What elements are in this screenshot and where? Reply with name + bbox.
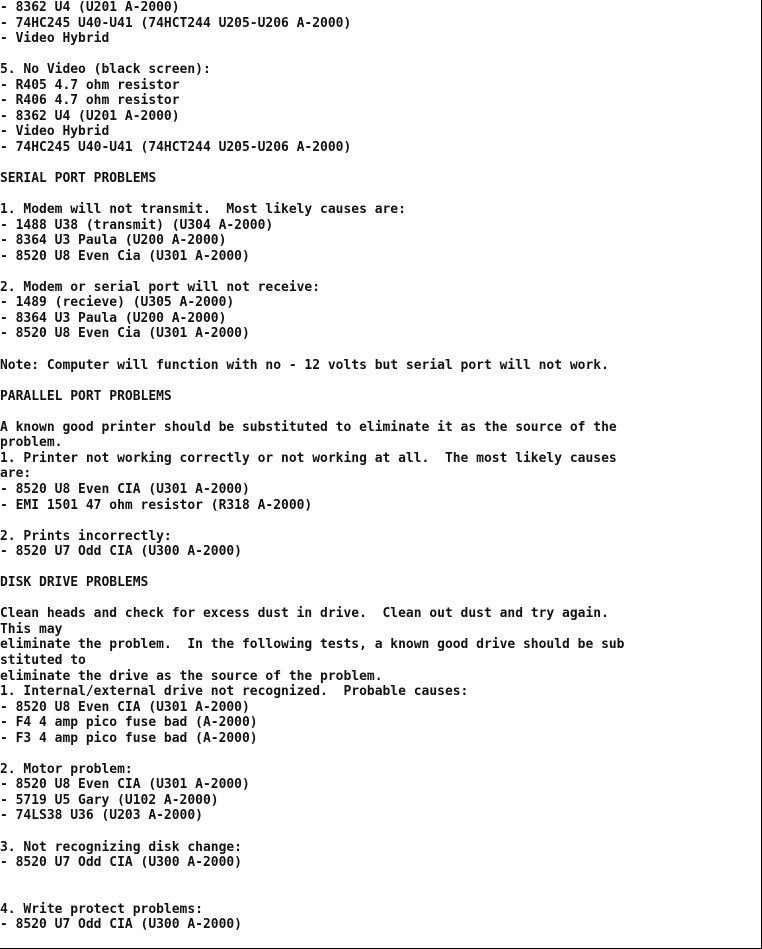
text-line: - Video Hybrid — [0, 124, 110, 140]
text-line: - 8520 U7 Odd CIA (U300 A-2000) — [0, 544, 243, 560]
text-line: 2. Motor problem: — [0, 761, 133, 777]
text-line: - 74HC245 U40-U41 (74HCT244 U205-U206 A-2000) — [0, 139, 352, 155]
text-line: 5. No Video (black screen): — [0, 62, 211, 78]
text-line — [0, 187, 758, 203]
text-line: 2. Modem or serial port will not receive: — [0, 279, 321, 295]
text-line: - 8520 U8 Even Cia (U301 A-2000) — [0, 326, 250, 342]
text-line — [0, 47, 758, 63]
text-line — [0, 155, 758, 171]
text-line: - 1488 U38 (transmit) (U304 A-2000) — [0, 217, 274, 233]
text-line: - R405 4.7 ohm resistor — [0, 77, 180, 93]
text-line: Note: Computer will function with no - 12 volts but serial port will not work. — [0, 357, 609, 373]
text-line: - R406 4.7 ohm resistor — [0, 93, 180, 109]
text-line: - 5719 U5 Gary (U102 A-2000) — [0, 792, 219, 808]
text-line — [0, 746, 758, 762]
text-line: - 8520 U8 Even Cia (U301 A-2000) — [0, 248, 250, 264]
text-line: - F4 4 amp pico fuse bad (A-2000) — [0, 715, 258, 731]
text-line — [0, 513, 758, 529]
text-line — [0, 373, 758, 389]
text-line — [0, 342, 758, 358]
text-line: problem. — [0, 435, 63, 451]
text-line: - 8362 U4 (U201 A-2000) — [0, 108, 180, 124]
text-line: - 8520 U8 Even CIA (U301 A-2000) — [0, 777, 250, 793]
text-line: SERIAL PORT PROBLEMS — [0, 171, 157, 187]
text-line: - 8362 U4 (U201 A-2000) — [0, 0, 180, 15]
text-line — [0, 560, 758, 576]
text-line: - 74LS38 U36 (U203 A-2000) — [0, 808, 203, 824]
text-line: - 1489 (recieve) (U305 A-2000) — [0, 295, 235, 311]
text-line: This may — [0, 621, 63, 637]
text-line: - 8364 U3 Paula (U200 A-2000) — [0, 233, 227, 249]
text-line — [0, 264, 758, 280]
text-line: - 8364 U3 Paula (U200 A-2000) — [0, 310, 227, 326]
text-line — [0, 886, 758, 902]
text-line: 1. Printer not working correctly or not working at all. The most likely causes — [0, 450, 617, 466]
text-line: 4. Write protect problems: — [0, 901, 203, 917]
text-line: DISK DRIVE PROBLEMS — [0, 575, 149, 591]
text-line: stituted to — [0, 652, 86, 668]
text-line: Clean heads and check for excess dust in drive. Clean out dust and try again. — [0, 606, 609, 622]
text-line: 2. Prints incorrectly: — [0, 528, 172, 544]
text-line: PARALLEL PORT PROBLEMS — [0, 388, 172, 404]
text-line: 1. Internal/external drive not recognized. Probable causes: — [0, 684, 469, 700]
text-line: - F3 4 amp pico fuse bad (A-2000) — [0, 730, 258, 746]
text-line — [0, 591, 758, 607]
text-line: - 74HC245 U40-U41 (74HCT244 U205-U206 A-2000) — [0, 15, 352, 31]
text-line: eliminate the problem. In the following tests, a known good drive should be sub — [0, 637, 625, 653]
text-line — [0, 824, 758, 840]
text-line: - EMI 1501 47 ohm resistor (R318 A-2000) — [0, 497, 313, 513]
text-line: are: — [0, 466, 32, 482]
text-line: - 8520 U8 Even CIA (U301 A-2000) — [0, 481, 250, 497]
text-line: - 8520 U7 Odd CIA (U300 A-2000) — [0, 917, 243, 933]
text-line: - Video Hybrid — [0, 31, 110, 47]
text-line: - 8520 U8 Even CIA (U301 A-2000) — [0, 699, 250, 715]
text-line: A known good printer should be substituted to eliminate it as the source of the — [0, 419, 617, 435]
text-line: 3. Not recognizing disk change: — [0, 839, 243, 855]
text-line — [0, 871, 758, 887]
text-line: 1. Modem will not transmit. Most likely causes are: — [0, 202, 406, 218]
text-line — [0, 404, 758, 420]
text-line: eliminate the drive as the source of the problem. — [0, 668, 383, 684]
text-line: - 8520 U7 Odd CIA (U300 A-2000) — [0, 855, 243, 871]
